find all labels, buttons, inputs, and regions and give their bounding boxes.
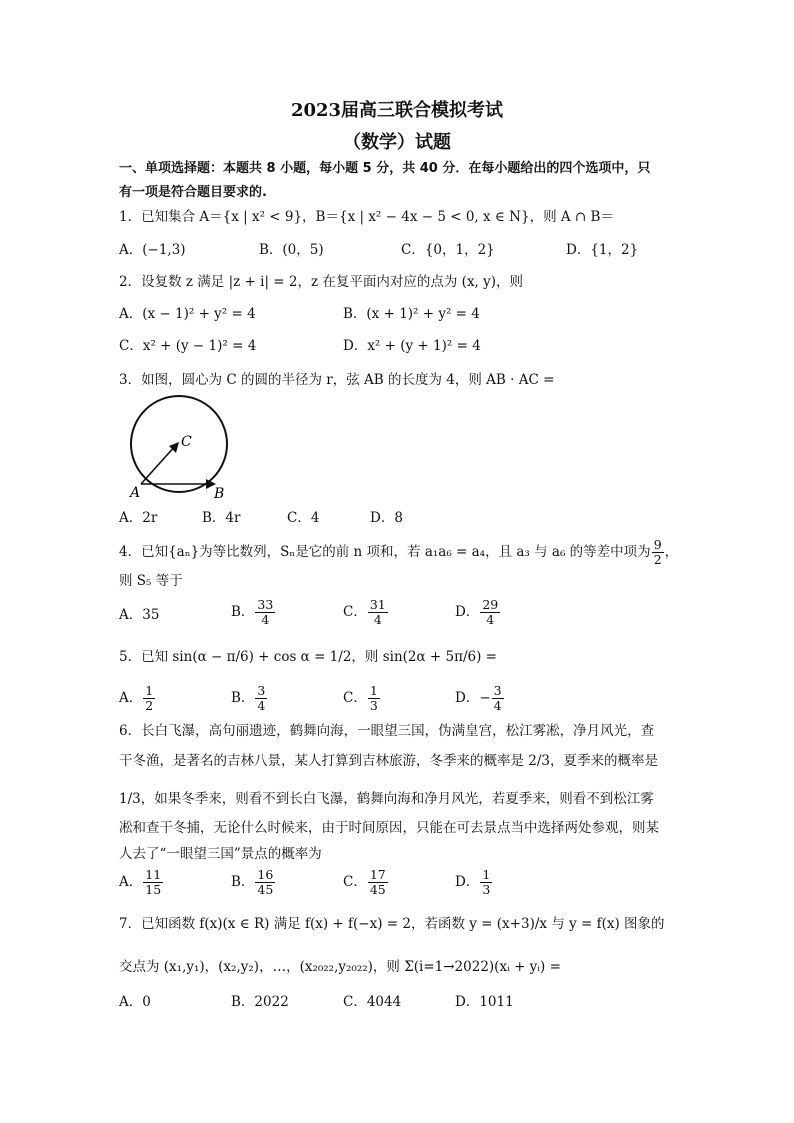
question-2-option-b[interactable]: B．(x + 1)² + y² = 4 <box>343 306 480 322</box>
radius-ac-arrow <box>141 445 176 484</box>
circle-figure <box>124 392 234 502</box>
fraction-numerator: 17 <box>369 867 386 882</box>
fraction-numerator: 33 <box>257 597 274 612</box>
question-3-option-c[interactable]: C．4 <box>287 510 320 526</box>
option-fraction <box>368 598 388 627</box>
option-label: C． <box>343 874 367 890</box>
question-1-option-c[interactable]: C．{0，1，2} <box>401 242 495 258</box>
question-7-line1: 7．已知函数 f(x)(x ∈ R) 满足 f(x) + f(−x) = 2，若函数 y = (x+3)/x 与 y = f(x) 图象的 <box>119 916 665 932</box>
question-5-option-c[interactable] <box>343 684 381 713</box>
fraction-numerator: 31 <box>369 597 386 612</box>
option-label: B． <box>231 690 255 706</box>
option-label: B． <box>231 874 255 890</box>
question-2-stem: 2．设复数 z 满足 |z + i| = 2，z 在复平面内对应的点为 (x, y)，则 <box>119 274 524 290</box>
option-label: D． <box>455 604 480 620</box>
option-label: B． <box>231 604 255 620</box>
question-6-option-c[interactable] <box>343 868 389 897</box>
question-4-option-d[interactable] <box>455 598 501 627</box>
question-6-option-b[interactable] <box>231 868 276 897</box>
exam-title: 2023届高三联合模拟考试 <box>290 100 504 121</box>
option-fraction <box>492 684 504 713</box>
question-3-stem: 3．如图，圆心为 C 的圆的半径为 r，弦 AB 的长度为 4，则 AB · AC = <box>119 372 555 388</box>
question-4-option-b[interactable] <box>231 598 276 627</box>
option-fraction <box>480 868 492 897</box>
question-3-option-d[interactable]: D．8 <box>370 510 403 526</box>
question-6-line1: 6．长白飞瀑，高句丽遗迹，鹤舞向海，一眼望三国，伪满皇宫，松江雾凇，净月风光，查 <box>119 723 655 739</box>
fraction-numerator: 9 <box>653 537 662 552</box>
question-5-option-a[interactable] <box>119 684 156 713</box>
circle-outline <box>131 396 227 492</box>
fraction-denominator: 4 <box>261 612 270 627</box>
option-label: D． <box>455 874 480 890</box>
fraction-numerator: 1 <box>482 867 491 882</box>
option-fraction <box>368 684 380 713</box>
option-fraction <box>143 684 155 713</box>
question-6-line5: 人去了“一眼望三国”景点的概率为 <box>119 846 322 862</box>
question-4-stem-line1 <box>119 538 678 567</box>
question-1-option-b[interactable]: B．(0，5) <box>259 242 324 258</box>
question-6-line3: 1/3，如果冬季来，则看不到长白飞瀑，鹤舞向海和净月风光，若夏季来，则看不到松江雾 <box>119 791 654 807</box>
question-5-option-b[interactable] <box>231 684 268 713</box>
fraction-numerator: 1 <box>145 683 154 698</box>
option-label: C． <box>343 604 367 620</box>
option-label: A． <box>119 690 143 706</box>
section-instructions-line2: 有一项是符合题目要求的. <box>119 185 267 200</box>
fraction-numerator: 1 <box>369 683 378 698</box>
question-4-stem-text: 4．已知{aₙ}为等比数列，Sₙ是它的前 n 项和，若 a₁a₆ = a₄，且 a₃ 与 a₆ 的等差中项为 <box>119 544 651 560</box>
question-6-option-a[interactable] <box>119 868 164 897</box>
label-c: C <box>181 434 192 450</box>
label-a: A <box>130 485 141 501</box>
exam-subtitle: （数学）试题 <box>343 132 451 153</box>
fraction-denominator: 3 <box>369 698 378 713</box>
fraction-denominator: 45 <box>257 882 274 897</box>
question-7-option-d[interactable]: D．1011 <box>455 994 514 1010</box>
question-4-stem-fraction <box>652 538 664 567</box>
option-fraction <box>255 684 267 713</box>
question-5-option-d[interactable] <box>455 684 505 713</box>
option-label: A． <box>119 874 143 890</box>
question-6-line4: 凇和查干冬捕，无论什么时候来，由于时间原因，只能在可去景点当中选择两处参观，则某 <box>119 820 659 836</box>
question-1-option-a[interactable]: A．(−1,3) <box>119 242 186 258</box>
fraction-numerator: 11 <box>145 867 162 882</box>
question-4-stem-line2: 则 S₅ 等于 <box>119 573 183 589</box>
fraction-denominator: 4 <box>486 612 495 627</box>
fraction-denominator: 2 <box>653 552 662 567</box>
fraction-denominator: 3 <box>482 882 491 897</box>
question-1-stem: 1．已知集合 A＝{x | x² < 9}，B＝{x | x² − 4x − 5 < 0, x ∈ N}，则 A ∩ B＝ <box>119 209 614 225</box>
question-3-option-a[interactable]: A．2r <box>119 510 158 526</box>
fraction-denominator: 2 <box>145 698 154 713</box>
fraction-denominator: 4 <box>373 612 382 627</box>
question-4-option-a[interactable] <box>119 606 159 624</box>
option-fraction <box>143 868 163 897</box>
question-7-option-a[interactable]: A．0 <box>119 994 151 1010</box>
option-fraction <box>255 598 275 627</box>
option-value: 35 <box>142 607 160 623</box>
question-2-option-d[interactable]: D．x² + (y + 1)² = 4 <box>343 338 481 354</box>
fraction-numerator: 3 <box>257 683 266 698</box>
question-7-option-c[interactable]: C．4044 <box>343 994 402 1010</box>
option-label: C． <box>343 690 367 706</box>
option-label: A． <box>119 607 143 623</box>
question-4-option-c[interactable] <box>343 598 389 627</box>
question-4-stem-punct: ， <box>664 544 679 560</box>
question-7-line2: 交点为 (x₁,y₁)，(x₂,y₂)，…，(x₂₀₂₂,y₂₀₂₂)，则 Σ(i=1→2022)(xᵢ + yᵢ) = <box>119 959 561 975</box>
question-2-option-a[interactable]: A．(x − 1)² + y² = 4 <box>119 306 256 322</box>
option-label: D．− <box>455 690 491 706</box>
fraction-denominator: 45 <box>369 882 386 897</box>
fraction-denominator: 15 <box>145 882 162 897</box>
question-7-option-b[interactable]: B．2022 <box>231 994 289 1010</box>
question-2-option-c[interactable]: C．x² + (y − 1)² = 4 <box>119 338 257 354</box>
fraction-numerator: 3 <box>493 683 502 698</box>
option-fraction <box>368 868 388 897</box>
question-5-stem: 5．已知 sin(α − π/6) + cos α = 1/2，则 sin(2α + 5π/6) = <box>119 649 497 665</box>
question-1-option-d[interactable]: D．{1，2} <box>566 242 639 258</box>
question-6-option-d[interactable] <box>455 868 493 897</box>
option-fraction <box>255 868 275 897</box>
fraction-numerator: 16 <box>257 867 274 882</box>
option-fraction <box>480 598 500 627</box>
question-3-option-b[interactable]: B．4r <box>202 510 241 526</box>
section-instructions-line1: 一、单项选择题：本题共 8 小题，每小题 5 分，共 40 分．在每小题给出的四个选项中，只 <box>119 161 651 176</box>
fraction-denominator: 4 <box>257 698 266 713</box>
fraction-denominator: 4 <box>493 698 502 713</box>
question-6-line2: 干冬渔，是著名的吉林八景，某人打算到吉林旅游，冬季来的概率是 2/3，夏季来的概率是 <box>119 753 659 769</box>
label-b: B <box>214 486 225 502</box>
fraction-numerator: 29 <box>482 597 499 612</box>
